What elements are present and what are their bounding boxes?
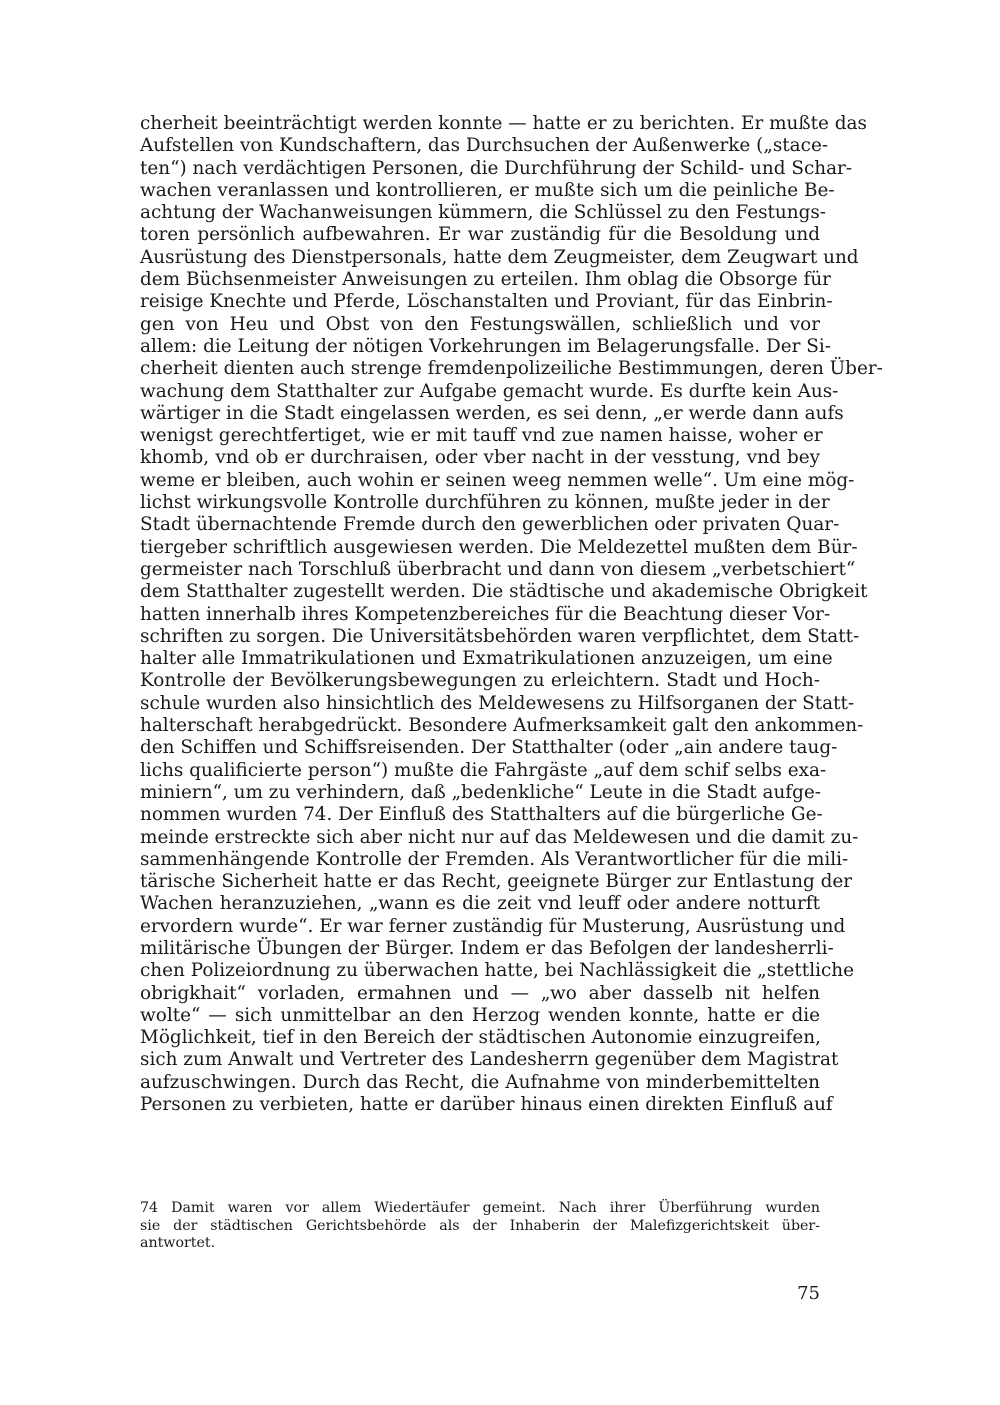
body-text-line: cherheit beeinträchtigt werden konnte — hatte er zu berichten. Er mußte das	[140, 113, 867, 134]
body-text-line: halter alle Immatrikulationen und Exmatrikulationen anzuzeigen, um eine	[140, 648, 833, 670]
body-text-line: meinde erstreckte sich aber nicht nur auf das Meldewesen und die damit zu-	[140, 826, 859, 848]
body-text-line: weme er bleiben, auch wohin er seinen weeg nemmen welle“. Um eine mög-	[140, 469, 855, 491]
body-text-line: achtung der Wachanweisungen kümmern, die Schlüssel zu den Festungs-	[140, 202, 827, 224]
body-text-line: wachen veranlassen und kontrollieren, er mußte sich um die peinliche Be-	[140, 179, 835, 201]
body-text-line: aufzuschwingen. Durch das Recht, die Aufnahme von minderbemittelten	[140, 1071, 820, 1093]
body-text-line: ten“) nach verdächtigen Personen, die Durchführung der Schild- und Schar-	[140, 157, 853, 179]
body-text-line: reisige Knechte und Pferde, Löschanstalten und Proviant, für das Einbrin-	[140, 291, 833, 313]
body-text-line: gen von Heu und Obst von den Festungswällen, schließlich und vor	[140, 313, 820, 335]
body-text-line: wenigst gerechtfertiget, wie er mit tauff vnd zue namen haisse, woher er	[140, 425, 823, 447]
body-text-line: cherheit dienten auch strenge fremdenpolizeiliche Bestimmungen, deren Über-	[140, 358, 883, 380]
page-number: 75	[797, 1283, 820, 1304]
body-text-line: nommen wurden 74. Der Einfluß des Statthalters auf die bürgerliche Ge-	[140, 804, 823, 826]
body-text-line: khomb, vnd ob er durchraisen, oder vber nacht in der vesstung, vnd bey	[140, 447, 820, 469]
footnote-line: sie der städtischen Gerichtsbehörde als der Inhaberin der Malefizgerichtskeit über-	[140, 1217, 820, 1234]
body-text-line: sammenhängende Kontrolle der Fremden. Als Verantwortlicher für die mili-	[140, 848, 849, 870]
body-text-line: dem Statthalter zugestellt werden. Die städtische und akademische Obrigkeit	[140, 581, 868, 603]
body-text	[140, 113, 883, 1116]
body-text-line: Personen zu verbieten, hatte er darüber hinaus einen direkten Einfluß auf	[140, 1094, 833, 1116]
body-text-line: den Schiffen und Schiffsreisenden. Der Statthalter (oder „ain andere taug-	[140, 737, 838, 759]
body-text-line: Möglichkeit, tief in den Bereich der städtischen Autonomie einzugreifen,	[140, 1027, 821, 1049]
body-text-line: wachung dem Statthalter zur Aufgabe gemacht wurde. Es durfte kein Aus-	[140, 380, 839, 402]
body-text-line: schriften zu sorgen. Die Universitätsbehörden waren verpflichtet, dem Statt-	[140, 625, 860, 647]
body-text-line: wolte“ — sich unmittelbar an den Herzog wenden konnte, hatte er die	[140, 1004, 820, 1026]
body-text-line: lichst wirkungsvolle Kontrolle durchführen zu können, mußte jeder in der	[140, 492, 830, 514]
body-text-line: schule wurden also hinsichtlich des Meldewesens zu Hilfsorganen der Statt-	[140, 692, 855, 714]
footnote-line: antwortet.	[140, 1235, 216, 1251]
body-text-line: Wachen heranzuziehen, „wann es die zeit vnd leuff oder andere notturft	[140, 893, 820, 915]
body-text-line: dem Büchsenmeister Anweisungen zu erteilen. Ihm oblag die Obsorge für	[140, 269, 831, 291]
body-text-line: tärische Sicherheit hatte er das Recht, geeignete Bürger zur Entlastung der	[140, 871, 853, 893]
body-text-line: wärtiger in die Stadt eingelassen werden, es sei denn, „er werde dann aufs	[140, 402, 844, 424]
body-text-line: Ausrüstung des Dienstpersonals, hatte dem Zeugmeister, dem Zeugwart und	[140, 246, 859, 268]
body-text-line: hatten innerhalb ihres Kompetenzbereiches für die Beachtung dieser Vor-	[140, 603, 831, 625]
body-text-line: obrigkhait“ vorladen, ermahnen und — „wo aber dasselb nit helfen	[140, 982, 820, 1004]
body-text-line: tiergeber schriftlich ausgewiesen werden. Die Meldezettel mußten dem Bür-	[140, 536, 858, 558]
body-text-line: Stadt übernachtende Fremde durch den gewerblichen oder privaten Quar-	[140, 514, 840, 536]
body-text-line: allem: die Leitung der nötigen Vorkehrungen im Belagerungsfalle. Der Si-	[140, 335, 831, 357]
body-text-line: germeister nach Torschluß überbracht und dann von diesem „verbetschiert“	[140, 558, 856, 580]
body-text-line: halterschaft herabgedrückt. Besondere Aufmerksamkeit galt den ankommen-	[140, 715, 864, 737]
body-text-line: militärische Übungen der Bürger. Indem er das Befolgen der landesherrli-	[140, 937, 834, 959]
body-text-line: toren persönlich aufbewahren. Er war zuständig für die Besoldung und	[140, 224, 820, 246]
body-text-line: Aufstellen von Kundschaftern, das Durchsuchen der Außenwerke („stace-	[140, 135, 829, 157]
body-text-line: ervordern wurde“. Er war ferner zuständig für Musterung, Ausrüstung und	[140, 915, 846, 937]
body-text-line: lichs qualificierte person“) mußte die Fahrgäste „auf dem schif selbs exa-	[140, 759, 827, 781]
body-text-line: Kontrolle der Bevölkerungsbewegungen zu erleichtern. Stadt und Hoch-	[140, 670, 820, 692]
footnote	[140, 1200, 820, 1253]
body-text-line: sich zum Anwalt und Vertreter des Landesherrn gegenüber dem Magistrat	[140, 1049, 839, 1071]
footnote-line: 74 Damit waren vor allem Wiedertäufer gemeint. Nach ihrer Überführung wurden	[140, 1200, 820, 1216]
body-text-line: miniern“, um zu verhindern, daß „bedenkliche“ Leute in die Stadt aufge-	[140, 781, 821, 803]
body-text-line: chen Polizeiordnung zu überwachen hatte, bei Nachlässigkeit die „stettliche	[140, 960, 854, 982]
